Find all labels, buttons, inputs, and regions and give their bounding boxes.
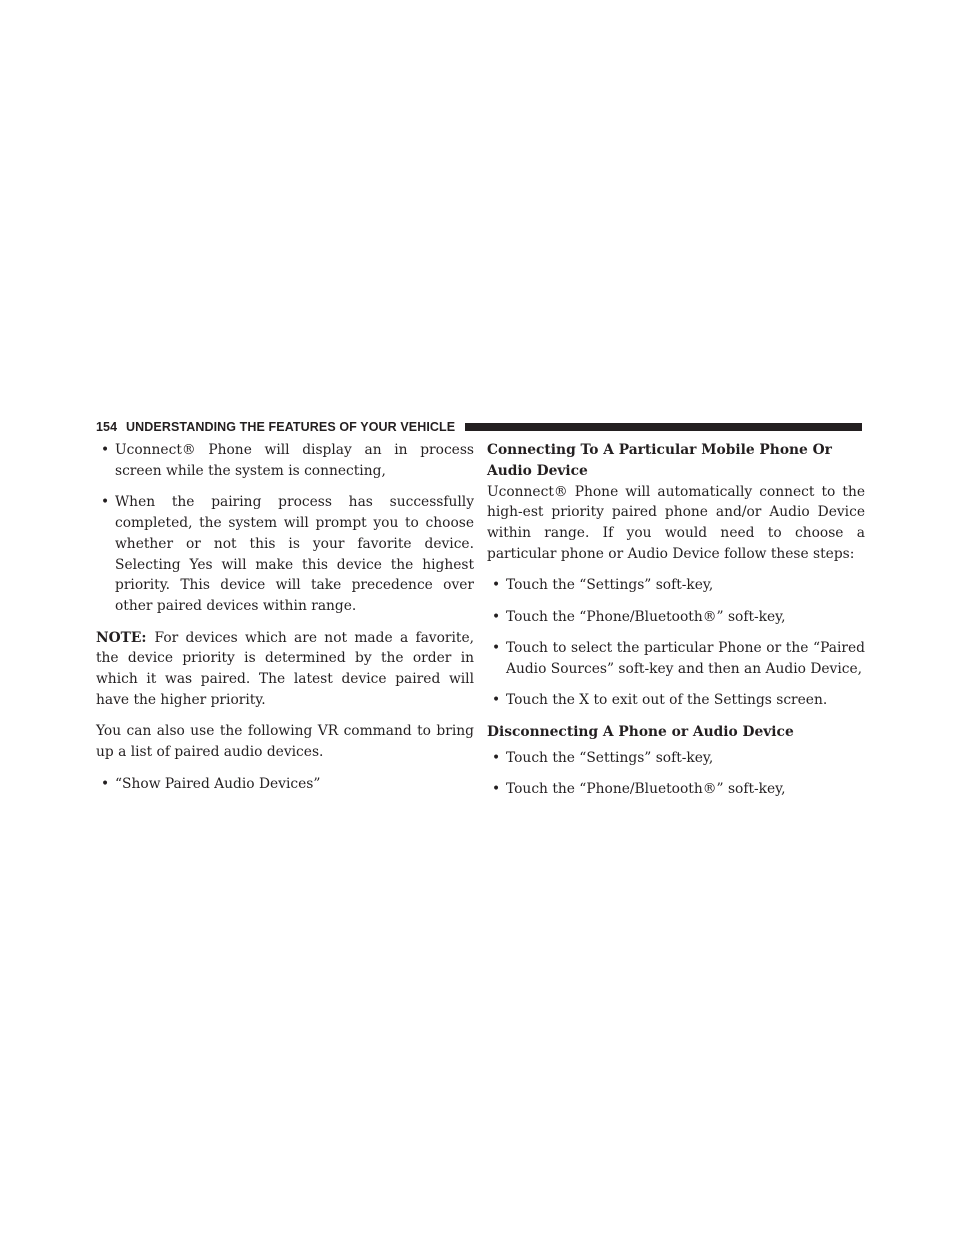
- step-text: Touch the X to exit out of the Settings screen.: [506, 692, 828, 709]
- bullet-icon: •: [101, 442, 110, 458]
- bullet-item: [96, 440, 474, 482]
- bullet-item: [96, 774, 474, 795]
- header-rule: [465, 423, 862, 431]
- vr-paragraph: You can also use the following VR command to bring up a list of paired audio devices.: [96, 723, 474, 761]
- bullet-icon: •: [492, 692, 501, 709]
- heading-disconnecting: Disconnecting A Phone or Audio Device: [487, 723, 794, 740]
- right-column: [487, 440, 865, 810]
- step-text: Touch the “Phone/Bluetooth®” soft-key,: [506, 608, 786, 625]
- step-item: [487, 607, 865, 628]
- bullet-icon: •: [492, 577, 501, 594]
- step-item: [487, 690, 865, 711]
- step-text: Touch the “Phone/Bluetooth®” soft-key,: [506, 780, 786, 797]
- note-paragraph: [96, 628, 474, 711]
- step-item: [487, 748, 865, 769]
- bullet-icon: •: [101, 494, 110, 511]
- bullet-text: Uconnect® Phone will display an in process screen while the system is connecting,: [115, 442, 474, 479]
- note-label: NOTE:: [96, 629, 147, 646]
- left-column: [96, 440, 474, 805]
- bullet-item: [96, 492, 474, 617]
- section-title: UNDERSTANDING THE FEATURES OF YOUR VEHICLE: [126, 420, 456, 434]
- step-item: [487, 638, 865, 680]
- bullet-text: “Show Paired Audio Devices”: [115, 775, 321, 792]
- intro-paragraph: Uconnect® Phone will automatically connect to the high-est priority paired phone and/or Audio Device within range. If you would need to choose a particular phone or Audio Device follow these steps:: [487, 483, 865, 562]
- bullet-icon: •: [492, 608, 501, 625]
- bullet-icon: •: [492, 640, 501, 657]
- note-text: For devices which are not made a favorite, the device priority is determined by the order in which it was paired. The latest device paired will have the higher priority.: [96, 629, 474, 708]
- bullet-icon: •: [101, 775, 110, 792]
- page-header: [96, 418, 862, 436]
- bullet-text: When the pairing process has successfully completed, the system will prompt you to choose whether or not this is your favorite device. Selecting Yes will make this device the highest priority. This device will take precedence over other paired devices within range.: [115, 494, 474, 615]
- heading-connecting: Connecting To A Particular Mobile Phone Or Audio Device: [487, 442, 832, 479]
- step-text: Touch the “Settings” soft-key,: [506, 749, 714, 766]
- page-number: 154: [96, 420, 118, 434]
- bullet-icon: •: [492, 749, 501, 766]
- step-text: Touch to select the particular Phone or the “Paired Audio Sources” soft-key and then an Audio Device,: [506, 640, 865, 677]
- step-text: Touch the “Settings” soft-key,: [506, 577, 714, 594]
- step-item: [487, 575, 865, 596]
- step-item: [487, 779, 865, 800]
- bullet-icon: •: [492, 780, 501, 797]
